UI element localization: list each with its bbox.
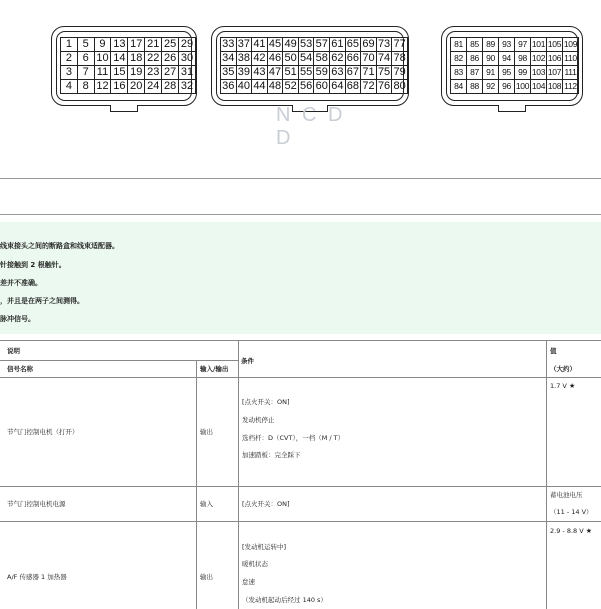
pin-cell: 57 — [315, 38, 328, 50]
pin-cell: 70 — [362, 52, 375, 64]
note-line-2: 针接触到 2 根触针。 — [0, 261, 66, 269]
pin-cell: 5 — [77, 38, 94, 52]
pin-cell: 65 — [346, 38, 360, 50]
pin-cell: 111 — [563, 66, 579, 80]
pin-cell: 39 — [237, 66, 250, 78]
table-col-divider — [238, 340, 239, 609]
table-border-top — [0, 340, 601, 341]
pin-cell: 88 — [467, 80, 483, 94]
pin-cell: 4 — [61, 80, 78, 94]
pin-cell: 66 — [346, 52, 360, 64]
pin-cell: 7 — [77, 66, 94, 80]
pin-cell: 29 — [179, 38, 196, 52]
row-1-condition-1: [点火开关：ON] — [242, 398, 290, 406]
pin-cell: 69 — [362, 38, 375, 50]
connector-1 — [51, 26, 197, 106]
pin-cell: 43 — [253, 66, 266, 78]
pin-cell: 92 — [483, 80, 499, 94]
pin-cell: 105 — [547, 38, 563, 52]
pin-cell: 87 — [467, 66, 483, 80]
pin-cell: 98 — [515, 52, 531, 66]
pin-cell: 32 — [179, 80, 196, 94]
note-line-1: 线束接头之间的断路盒和线束适配器。 — [0, 242, 119, 250]
row-1-value — [550, 382, 575, 390]
pin-cell: 48 — [268, 80, 282, 92]
pin-cell: 34 — [222, 52, 235, 64]
pin-cell: 52 — [284, 80, 297, 92]
note-line-4: ，并且是在两子之间测得。 — [0, 297, 84, 305]
pin-row — [61, 52, 196, 66]
connector-2-pin-grid — [220, 37, 408, 94]
separator-bottom — [0, 214, 601, 215]
pin-cell: 11 — [94, 66, 111, 80]
row-1-signal-name: 节气门控制电机（打开） — [7, 428, 79, 436]
pin-cell: 59 — [315, 66, 328, 78]
header-signal-name: 信号名称 — [7, 365, 33, 373]
pin-cell: 101 — [531, 38, 547, 52]
pin-cell: 27 — [162, 66, 179, 80]
header-input-output: 输入/输出 — [200, 365, 229, 373]
pin-cell: 31 — [179, 66, 196, 80]
pin-cell: 53 — [300, 38, 313, 50]
pin-cell: 68 — [346, 80, 360, 92]
pin-cell: 17 — [128, 38, 145, 52]
row-3-io: 输出 — [200, 573, 213, 581]
header-value-approx: （大约） — [550, 365, 576, 373]
connector-3-pin-grid — [450, 37, 579, 94]
pin-cell: 25 — [162, 38, 179, 52]
pin-cell: 73 — [377, 38, 391, 50]
pin-cell: 18 — [128, 52, 145, 66]
signal-table — [0, 340, 601, 609]
pin-cell: 51 — [284, 66, 297, 78]
pin-cell: 83 — [451, 66, 467, 80]
header-description: 说明 — [7, 347, 20, 355]
pin-cell: 93 — [499, 38, 515, 52]
row-2-signal-name: 节气门控制电机电源 — [7, 500, 66, 508]
row-1-condition-3: 选档杆：D（CVT），一档（M / T） — [242, 434, 345, 442]
row-3-value-text: 2.9 - 8.8 V — [550, 527, 584, 535]
row-2-io: 输入 — [200, 500, 213, 508]
pin-cell: 37 — [237, 38, 250, 50]
row-1-condition-2: 发动机停止 — [242, 416, 275, 424]
pin-cell: 79 — [393, 66, 406, 78]
ghost-watermark-text: N C D D — [276, 104, 346, 149]
row-3-condition-4: （发动机起动后经过 140 s） — [242, 596, 327, 604]
pin-cell: 95 — [499, 66, 515, 80]
pin-cell: 58 — [315, 52, 328, 64]
pin-cell: 96 — [499, 80, 515, 94]
pin-cell: 89 — [483, 38, 499, 52]
row-3-condition-1: [发动机运转中] — [242, 543, 287, 551]
pin-cell: 91 — [483, 66, 499, 80]
pin-cell: 63 — [331, 66, 344, 78]
row-3-condition-2: 暖机状态 — [242, 560, 268, 568]
pin-cell: 75 — [377, 66, 391, 78]
pin-cell: 22 — [145, 52, 162, 66]
pin-cell: 56 — [300, 80, 313, 92]
pin-cell: 47 — [268, 66, 282, 78]
connector-3 — [441, 26, 583, 106]
pin-cell: 82 — [451, 52, 467, 66]
pin-cell: 112 — [563, 80, 579, 94]
pin-cell: 61 — [331, 38, 344, 50]
pin-cell: 77 — [393, 38, 406, 50]
connector-2 — [211, 26, 409, 106]
pin-row — [451, 80, 579, 94]
table-header-divider — [0, 360, 238, 361]
table-col-divider — [546, 340, 547, 609]
pin-cell: 86 — [467, 52, 483, 66]
pin-cell: 42 — [253, 52, 266, 64]
row-3-value — [550, 527, 592, 535]
pin-cell: 72 — [362, 80, 375, 92]
pin-row — [221, 66, 408, 80]
pin-cell: 30 — [179, 52, 196, 66]
pin-cell: 9 — [94, 38, 111, 52]
pin-cell: 24 — [145, 80, 162, 94]
pin-cell: 23 — [145, 66, 162, 80]
pin-row — [451, 52, 579, 66]
separator-top — [0, 178, 601, 179]
notes-box — [0, 222, 601, 334]
row-2-condition-1: [点火开关：ON] — [242, 500, 290, 508]
pin-cell: 107 — [547, 66, 563, 80]
pin-cell: 8 — [77, 80, 94, 94]
pin-cell: 80 — [393, 80, 406, 92]
pin-row — [451, 38, 579, 52]
row-3-condition-3: 怠速 — [242, 578, 255, 586]
table-col-divider — [196, 360, 197, 609]
pin-cell: 109 — [563, 38, 579, 52]
pin-cell: 41 — [253, 38, 266, 50]
pin-cell: 67 — [346, 66, 360, 78]
pin-row — [451, 66, 579, 80]
pin-cell: 71 — [362, 66, 375, 78]
pin-row — [61, 38, 196, 52]
header-condition: 条件 — [241, 357, 254, 365]
pin-cell: 54 — [300, 52, 313, 64]
pin-cell: 100 — [515, 80, 531, 94]
pin-cell: 76 — [377, 80, 391, 92]
header-value: 值 — [550, 347, 557, 355]
pin-cell: 108 — [547, 80, 563, 94]
pin-cell: 81 — [451, 38, 467, 52]
pin-cell: 33 — [222, 38, 235, 50]
table-row-divider — [0, 486, 601, 487]
pin-cell: 16 — [111, 80, 128, 94]
pin-cell: 12 — [94, 80, 111, 94]
pin-cell: 28 — [162, 80, 179, 94]
pin-cell: 1 — [61, 38, 78, 52]
connector-1-lock-tab — [110, 105, 138, 112]
pin-cell: 2 — [61, 52, 78, 66]
pin-cell: 60 — [315, 80, 328, 92]
pin-cell: 55 — [300, 66, 313, 78]
connector-3-lock-tab — [498, 105, 526, 112]
pin-cell: 78 — [393, 52, 406, 64]
pin-cell: 49 — [284, 38, 297, 50]
pin-cell: 99 — [515, 66, 531, 80]
row-2-value-line-2: （11 - 14 V） — [550, 508, 593, 516]
pin-cell: 97 — [515, 38, 531, 52]
row-1-value-text: 1.7 V — [550, 382, 567, 390]
connector-1-pin-grid — [60, 37, 196, 94]
pin-cell: 35 — [222, 66, 235, 78]
pin-cell: 106 — [547, 52, 563, 66]
pin-cell: 45 — [268, 38, 282, 50]
pin-cell: 14 — [111, 52, 128, 66]
pin-cell: 94 — [499, 52, 515, 66]
pin-cell: 36 — [222, 80, 235, 92]
table-header-bottom — [0, 377, 601, 378]
pin-row — [221, 52, 408, 66]
pin-row — [221, 38, 408, 52]
pin-cell: 38 — [237, 52, 250, 64]
pin-cell: 6 — [77, 52, 94, 66]
pin-cell: 110 — [563, 52, 579, 66]
pin-cell: 50 — [284, 52, 297, 64]
row-1-condition-4: 加速踏板：完全踩下 — [242, 451, 301, 459]
pin-cell: 64 — [331, 80, 344, 92]
pin-cell: 26 — [162, 52, 179, 66]
pin-cell: 85 — [467, 38, 483, 52]
row-1-star-marker: ★ — [568, 382, 576, 390]
pin-cell: 62 — [331, 52, 344, 64]
pin-cell: 103 — [531, 66, 547, 80]
pin-cell: 21 — [145, 38, 162, 52]
pin-cell: 46 — [268, 52, 282, 64]
note-line-3: 差并不准确。 — [0, 279, 42, 287]
row-1-io: 输出 — [200, 428, 213, 436]
pin-cell: 90 — [483, 52, 499, 66]
pin-cell: 44 — [253, 80, 266, 92]
pin-cell: 40 — [237, 80, 250, 92]
pin-cell: 104 — [531, 80, 547, 94]
pin-cell: 74 — [377, 52, 391, 64]
row-3-signal-name: A/F 传感器 1 加热器 — [7, 573, 67, 581]
table-row-divider — [0, 521, 601, 522]
pin-cell: 19 — [128, 66, 145, 80]
pin-cell: 15 — [111, 66, 128, 80]
row-3-star-marker: ★ — [585, 527, 593, 535]
note-line-5: 脉冲信号。 — [0, 315, 35, 323]
pin-cell: 3 — [61, 66, 78, 80]
pin-row — [61, 66, 196, 80]
pin-cell: 13 — [111, 38, 128, 52]
pin-cell: 102 — [531, 52, 547, 66]
pin-cell: 20 — [128, 80, 145, 94]
pin-row — [221, 80, 408, 94]
row-2-value-line-1: 蓄电池电压 — [550, 491, 583, 499]
pin-row — [61, 80, 196, 94]
pin-cell: 10 — [94, 52, 111, 66]
pin-cell: 84 — [451, 80, 467, 94]
